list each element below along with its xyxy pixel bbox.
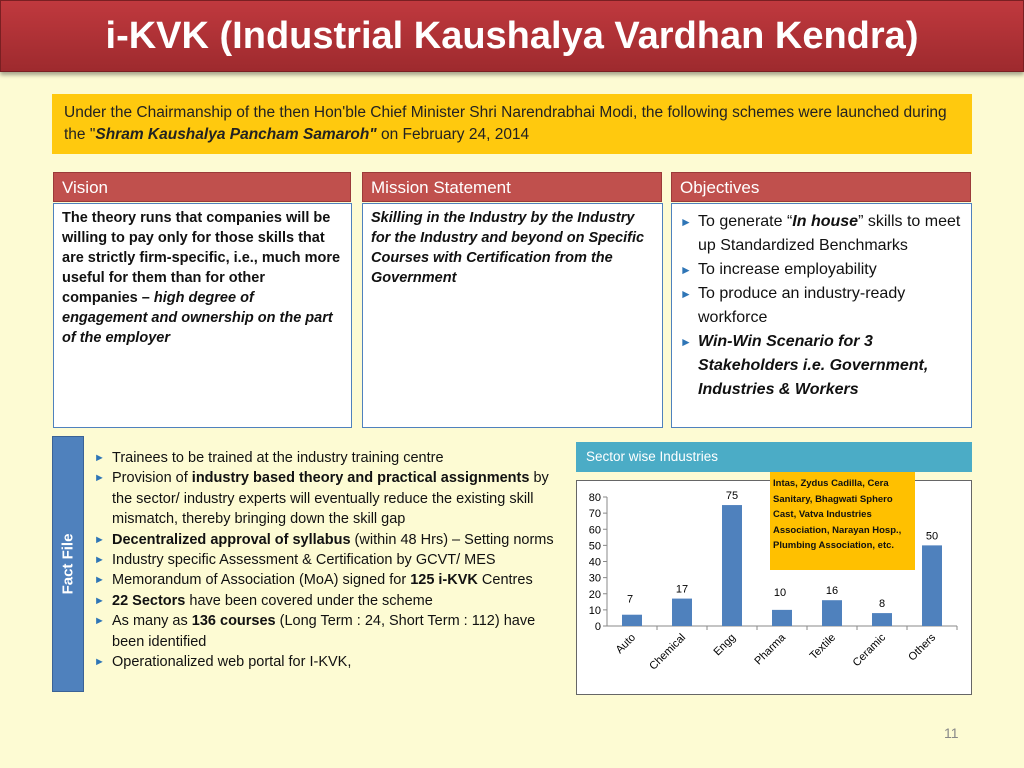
fact-bold: Decentralized approval of syllabus [112,531,351,548]
bullet-arrow-icon: ► [94,533,105,546]
objectives-box [671,203,972,428]
bullet-arrow-icon: ► [680,287,692,301]
bullet-arrow-icon: ► [94,615,105,628]
list-item [678,210,965,258]
bullet-arrow-icon: ► [94,594,105,607]
fact-text: Memorandum of Association (MoA) signed for [112,572,411,589]
data-label: 7 [626,593,634,606]
bar-textile [822,600,842,626]
fact-bold: 136 courses [191,613,276,630]
mission-header-label: Mission Statement [371,178,511,197]
y-tick-label: 30 [588,572,601,585]
objective-text: To produce an industry-ready workforce [698,285,906,326]
list-item [92,652,570,672]
x-tick-label: Others [906,631,939,664]
x-tick-label: Chemical [647,631,689,673]
fact-text: (Long Term : 24, Short Term : 112) have been identified [112,613,536,650]
bullet-arrow-icon: ► [94,452,105,464]
y-tick-label: 80 [588,492,601,504]
intro-text: Under the Chairmanship of the then Hon'ble Chief Minister Shri Narendrabhai Modi, the following schemes were launched during the " [64,104,947,143]
fact-text: Centres [477,572,533,589]
page-number: 11 [944,725,959,741]
list-item [92,550,570,570]
list-item [92,591,570,611]
objective-text: To increase employability [698,261,877,278]
list-item [92,468,570,529]
intro-box [52,94,972,154]
fact-text: As many as [112,613,192,630]
fact-text: Trainees to be trained at the industry training centre [112,450,444,466]
fact-text: (within 48 Hrs) – Setting norms [350,531,554,548]
slide-title: i-KVK (Industrial Kaushalya Vardhan Kendra) [105,14,919,57]
data-label: 50 [925,530,939,543]
fact-text: have been covered under the scheme [185,592,433,609]
objectives-list [676,208,967,404]
objectives-header-label: Objectives [680,178,760,197]
y-tick-label: 0 [594,621,601,633]
mission-box [362,203,663,428]
vision-text: The theory runs that companies will be willing to pay only for those skills that are strictly firm-specific, i.e., much more useful for them than for other companies – [62,210,341,306]
list-item [92,611,570,652]
bar-others [922,545,942,626]
mission-header [362,172,662,202]
fact-text: by the sector/ industry experts will eventually reduce the existing skill mismatch, thereby bringing down the skill gap [112,470,549,528]
y-tick-label: 20 [588,588,601,601]
vision-header-label: Vision [62,178,108,197]
fact-text: Provision of [112,470,192,487]
data-label: 8 [878,598,886,611]
y-tick-label: 70 [588,508,601,521]
bullet-arrow-icon: ► [680,215,692,229]
bar-engg [722,505,742,626]
objective-emphasis: Win-Win Scenario for 3 Stakeholders i.e. Government, Industries & Workers [698,333,929,398]
bullet-arrow-icon: ► [94,656,105,669]
objective-text: ” skills to meet up Standardized Benchmarks [698,213,961,254]
intro-event-name: Shram Kaushalya Pancham Samaroh" [95,126,377,143]
bar-ceramic [872,613,892,626]
objectives-header [671,172,971,202]
list-item [678,330,965,402]
y-tick-label: 10 [588,604,601,617]
fact-text: Operationalized web portal for I-KVK, [112,654,352,671]
mission-text: Skilling in the Industry by the Industry for the Industry and beyond on Specific Courses with Certification from the Government [371,210,645,286]
data-label: 75 [725,490,739,503]
fact-text: Industry specific Assessment & Certification by GCVT/ MES [112,552,496,569]
x-tick-label: Engg [711,631,739,659]
fact-file-list [92,448,570,672]
data-label: 17 [675,583,689,596]
x-tick-label: Textile [807,631,839,663]
bar-pharma [772,610,792,626]
objective-emphasis: In house [792,213,859,230]
y-tick-label: 50 [588,540,601,553]
bullet-arrow-icon: ► [94,472,105,485]
list-item [678,282,965,330]
objective-text: To generate “ [698,213,793,230]
vision-header [53,172,351,202]
chart-title: Sector wise Industries [586,449,719,464]
fact-bold: industry based theory and practical assignments [191,470,530,487]
data-label: 16 [825,585,839,598]
y-tick-label: 40 [588,556,601,569]
title-bar [0,0,1024,72]
vision-box [53,203,352,428]
intro-date: on February 24, 2014 [376,126,530,143]
list-item [92,448,570,468]
bar-auto [622,615,642,626]
y-tick-label: 60 [588,524,601,537]
fact-bold: 125 i-KVK [410,572,478,589]
fact-file-label: Fact File [59,533,77,595]
chart-header [576,442,972,472]
callout-text: Intas, Zydus Cadilla, Cera Sanitary, Bhagwati Sphero Cast, Vatva Industries Association, Narayan Hosp., Plumbing Association, etc. [773,478,902,551]
x-tick-label: Pharma [752,631,789,668]
x-tick-label: Ceramic [850,631,889,670]
list-item [92,570,570,590]
bullet-arrow-icon: ► [680,263,692,277]
x-tick-label: Auto [613,631,639,657]
bar-chemical [672,599,692,626]
fact-file-tab [52,436,84,692]
bullet-arrow-icon: ► [94,574,105,587]
list-item [678,258,965,282]
bullet-arrow-icon: ► [680,335,692,349]
engg-callout [770,472,915,570]
bullet-arrow-icon: ► [94,554,105,567]
data-label: 10 [773,586,787,599]
vision-emphasis: high degree of engagement and ownership on the part of the employer [62,290,333,346]
fact-bold: 22 Sectors [112,592,186,609]
list-item [92,530,570,550]
